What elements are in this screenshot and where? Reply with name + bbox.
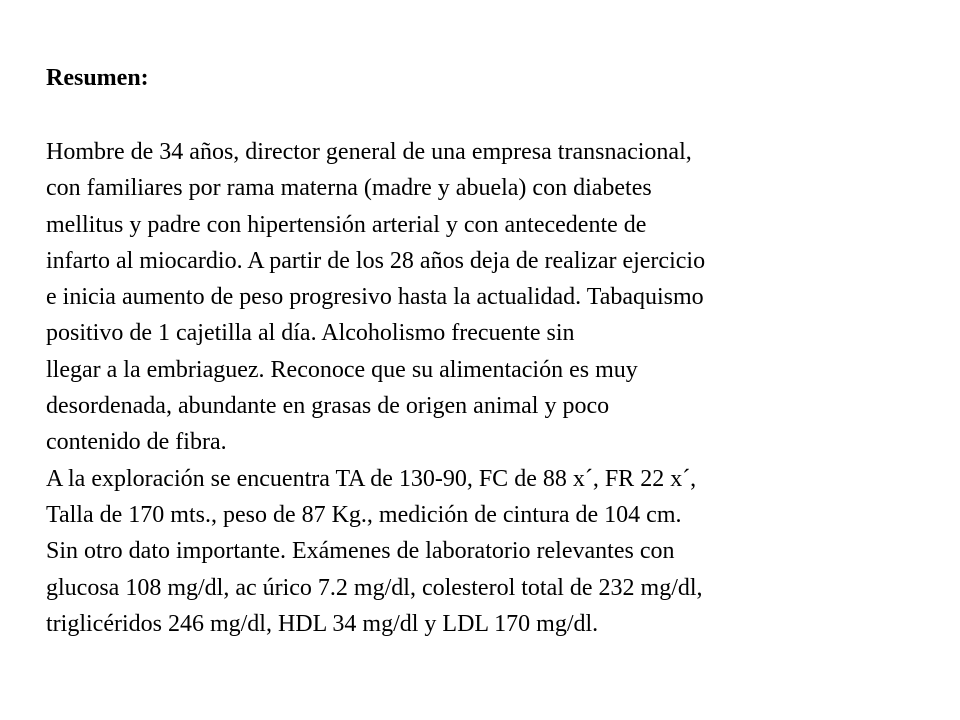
summary-line: desordenada, abundante en grasas de origen animal y poco: [46, 393, 610, 420]
summary-heading: Resumen:: [46, 65, 149, 91]
summary-line: glucosa 108 mg/dl, ac úrico 7.2 mg/dl, colesterol total de 232 mg/dl,: [46, 574, 703, 601]
summary-line: e inicia aumento de peso progresivo hasta la actualidad. Tabaquismo: [46, 284, 704, 311]
summary-line: mellitus y padre con hipertensión arterial y con antecedente de: [46, 211, 647, 238]
summary-line: Talla de 170 mts., peso de 87 Kg., medición de cintura de 104 cm.: [46, 501, 682, 528]
summary-line: A la exploración se encuentra TA de 130-90, FC de 88 x´, FR 22 x´,: [46, 465, 697, 492]
summary-line: contenido de fibra.: [46, 429, 227, 456]
summary-line: Sin otro dato importante. Exámenes de laboratorio relevantes con: [46, 538, 675, 565]
summary-line: llegar a la embriaguez. Reconoce que su alimentación es muy: [46, 356, 638, 383]
summary-line: infarto al miocardio. A partir de los 28 años deja de realizar ejercicio: [46, 247, 706, 274]
summary-line: Hombre de 34 años, director general de una empresa transnacional,: [46, 139, 692, 165]
summary-line: triglicéridos 246 mg/dl, HDL 34 mg/dl y LDL 170 mg/dl.: [46, 610, 599, 637]
summary-line: positivo de 1 cajetilla al día. Alcoholismo frecuente sin: [46, 320, 575, 347]
summary-line: con familiares por rama materna (madre y abuela) con diabetes: [46, 175, 652, 202]
summary-body: [46, 134, 946, 642]
